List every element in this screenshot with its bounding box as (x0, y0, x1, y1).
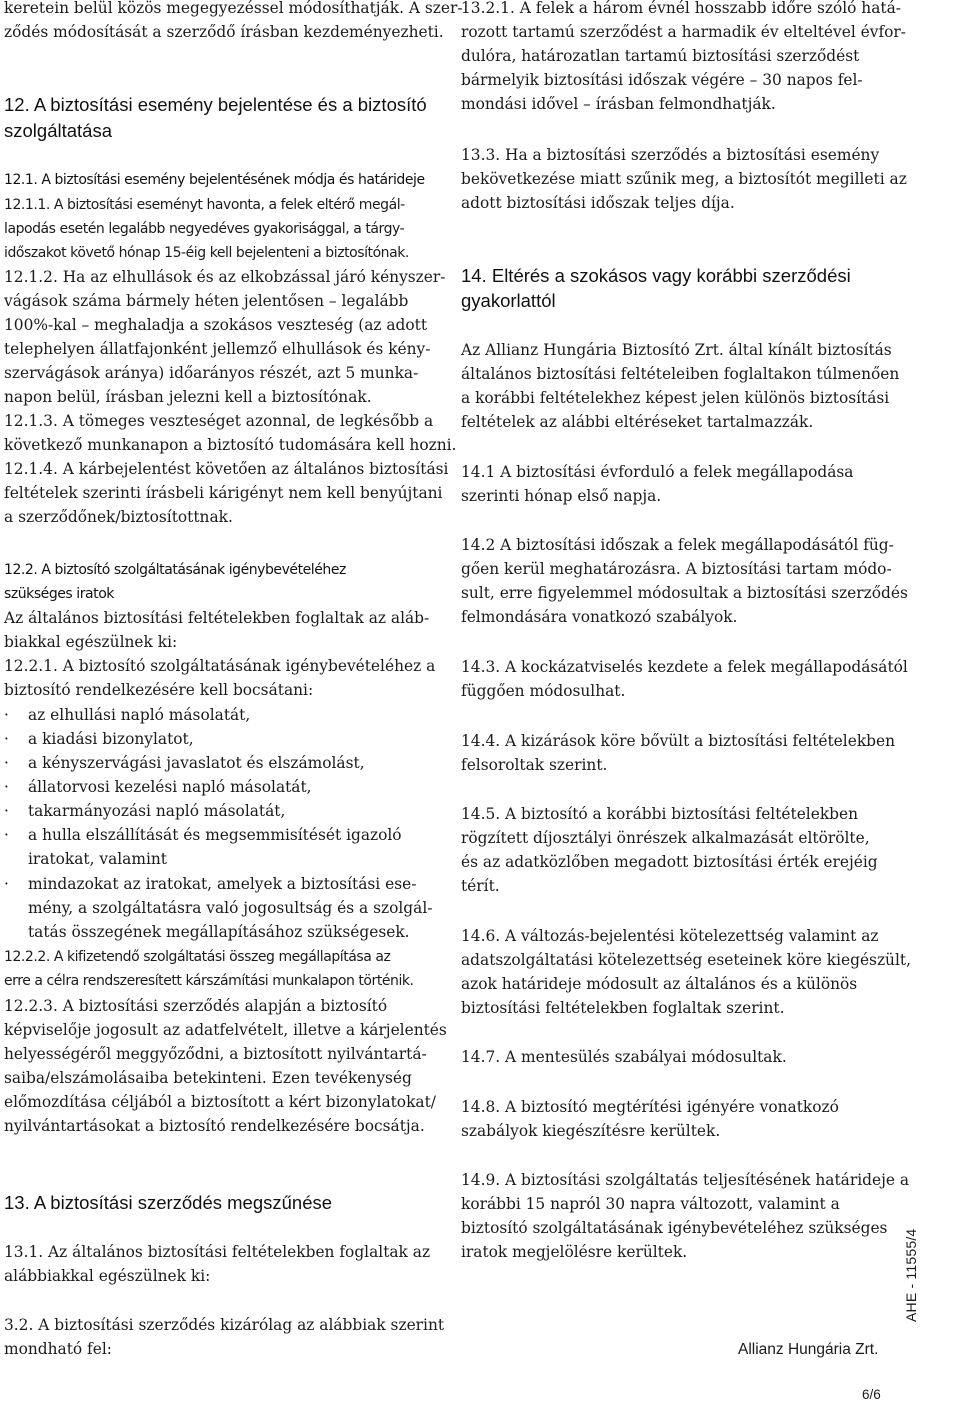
paragraph-line: és az adatközlőben megadott biztosítási érték erejéig (461, 853, 878, 871)
paragraph-line: Az Allianz Hungária Biztosító Zrt. által kínált biztosítás (461, 341, 892, 359)
paragraph-line: adott biztosítási időszak teljes díja. (461, 194, 735, 212)
paragraph-line: korábbi 15 napról 30 napra változott, valamint a (461, 1195, 840, 1213)
bullet-icon: · (4, 802, 9, 820)
paragraph-line: képviselője jogosult az adatfelvételt, illetve a kárjelentés (4, 1021, 447, 1039)
paragraph-line: a szerződőnek/biztosítottnak. (4, 508, 233, 526)
paragraph-line: nyilvántartásokat a biztosító rendelkezésére bocsátja. (4, 1117, 425, 1135)
company-signature: Allianz Hungária Zrt. (738, 1341, 879, 1358)
paragraph-line: biztosító szolgáltatásának igénybevételéhez szükséges (461, 1219, 888, 1237)
paragraph-line: 14.8. A biztosító megtérítési igényére vonatkozó (461, 1098, 839, 1116)
paragraph-line: saiba/elszámolásaiba betekinteni. Ezen tevékenység (4, 1069, 412, 1087)
section-12-title: 12. A biztosítási esemény bejelentése és a biztosító (4, 94, 427, 115)
paragraph-line: 12.1.3. A tömeges veszteséget azonnal, de legkésőbb a (4, 412, 434, 430)
paragraph-line: bekövetkezése miatt szűnik meg, a biztosítót megilleti az (461, 170, 907, 188)
paragraph-line: 100%-kal – meghaladja a szokásos veszteség (az adott (4, 316, 428, 334)
paragraph-line: 12.2.2. A kifizetendő szolgáltatási összeg megállapítása az (4, 949, 391, 965)
paragraph-line: szabályok kiegészítésre kerültek. (461, 1122, 721, 1140)
paragraph-line: bármelyik biztosítási időszak végére – 30 napos fel- (461, 71, 863, 89)
paragraph-line: erre a célra rendszeresített kárszámítási munkalapon történik. (4, 973, 414, 989)
paragraph-line: vágások száma bármely héten jelentősen – legalább (4, 292, 409, 310)
bullet-icon: · (4, 754, 9, 772)
section-12-2-title: szükséges iratok (4, 586, 114, 602)
paragraph-line: 14.1 A biztosítási évforduló a felek megállapodása (461, 463, 854, 481)
paragraph-line: Az általános biztosítási feltételekben foglaltak az aláb- (4, 609, 430, 627)
document-code: AHE - 11555/4 (903, 1228, 919, 1322)
paragraph-line: felsoroltak szerint. (461, 756, 608, 774)
paragraph-line: 12.1.2. Ha az elhullások és az elkobzással járó kényszer- (4, 268, 446, 286)
paragraph-line: lapodás esetén legalább negyedéves gyakorisággal, a tárgy- (4, 221, 405, 237)
paragraph-line: 14.4. A kizárások köre bővült a biztosítási feltételekben (461, 732, 896, 750)
paragraph-line: feltételek szerinti írásbeli kárigényt nem kell benyújtani (4, 484, 443, 502)
paragraph-line: rögzített díjosztályi önrészek alkalmazását eltörölte, (461, 829, 870, 847)
bullet-icon: · (4, 875, 9, 893)
paragraph-line: telephelyen állatfajonként jellemző elhullások és kény- (4, 340, 431, 358)
paragraph-line: 14.7. A mentesülés szabályai módosultak. (461, 1048, 787, 1066)
paragraph-line: sult, erre figyelemmel módosultak a biztosítási szerződés (461, 584, 908, 602)
bullet-icon: · (4, 706, 9, 724)
paragraph-line: időszakot követő hónap 15-éig kell bejelenteni a biztosítónak. (4, 245, 409, 261)
bullet-icon: · (4, 730, 9, 748)
paragraph-line: 14.5. A biztosító a korábbi biztosítási feltételekben (461, 805, 859, 823)
paragraph-line: 12.2.1. A biztosító szolgáltatásának igénybevételéhez a (4, 657, 436, 675)
paragraph-line: általános biztosítási feltételeiben foglaltakon túlmenően (461, 365, 900, 383)
paragraph-line: biztosítási feltételekben foglaltak szerint. (461, 999, 785, 1017)
bullet-icon: · (4, 778, 9, 796)
paragraph-line: függően módosulhat. (461, 682, 626, 700)
section-14-title: 14. Eltérés a szokásos vagy korábbi szerződési (461, 265, 851, 286)
paragraph-line: 13.1. Az általános biztosítási feltételekben foglaltak az (4, 1243, 431, 1261)
paragraph-line: mondható fel: (4, 1340, 112, 1358)
paragraph-line: 12.1.4. A kárbejelentést követően az általános biztosítási (4, 460, 449, 478)
bullet-icon: · (4, 826, 9, 844)
paragraph-line: biztosító rendelkezésére kell bocsátani: (4, 681, 314, 699)
paragraph-line: felmondására vonatkozó szabályok. (461, 608, 738, 626)
intro-line: ződés módosítását a szerződő írásban kezdeményezheti. (4, 23, 444, 41)
section-12-2-title: 12.2. A biztosító szolgáltatásának igénybevételéhez (4, 562, 346, 578)
paragraph-line: 14.3. A kockázatviselés kezdete a felek megállapodásától (461, 658, 908, 676)
paragraph-line: 12.1.1. A biztosítási eseményt havonta, a felek eltérő megál- (4, 197, 405, 213)
paragraph-line: szervágások aránya) időarányos részét, azt 5 munka- (4, 364, 419, 382)
paragraph-line: helyességéről meggyőződni, a biztosított nyilvántartá- (4, 1045, 427, 1063)
paragraph-line: 3.2. A biztosítási szerződés kizárólag az alábbiak szerint (4, 1316, 445, 1334)
paragraph-line: mondási idővel – írásban felmondhatják. (461, 95, 776, 113)
paragraph-line: 12.2.3. A biztosítási szerződés alapján a biztosító (4, 997, 388, 1015)
paragraph-line: biakkal egészülnek ki: (4, 633, 178, 651)
paragraph-line: alábbiakkal egészülnek ki: (4, 1267, 211, 1285)
page-number: 6/6 (862, 1387, 881, 1402)
paragraph-line: 13.3. Ha a biztosítási szerződés a biztosítási esemény (461, 146, 880, 164)
paragraph-line: iratok megjelölésre kerültek. (461, 1243, 688, 1261)
paragraph-line: 14.9. A biztosítási szolgáltatás teljesítésének határideje a (461, 1171, 910, 1189)
paragraph-line: következő munkanapon a biztosító tudomására kell hozni. (4, 436, 457, 454)
paragraph-line: rozott tartamú szerződést a harmadik év elteltével évfor- (461, 23, 906, 41)
paragraph-line: 14.6. A változás-bejelentési kötelezettség valamint az (461, 927, 879, 945)
paragraph-line: 13.2.1. A felek a három évnél hosszabb időre szóló hatá- (461, 0, 901, 17)
paragraph-line: adatszolgáltatási kötelezettség eseteinek köre kiegészült, (461, 951, 911, 969)
paragraph-line: dulóra, határozatlan tartamú biztosítási szerződést (461, 47, 860, 65)
paragraph-line: térít. (461, 877, 500, 895)
paragraph-line: előmozdítása céljából a biztosított a kért bizonylatokat/ (4, 1093, 436, 1111)
section-12-title: szolgáltatása (4, 120, 112, 141)
section-14-title: gyakorlattól (461, 290, 556, 311)
paragraph-line: a korábbi feltételekhez képest jelen különös biztosítási (461, 389, 890, 407)
intro-line: keretein belül közös megegyezéssel módosíthatják. A szer- (4, 0, 463, 17)
paragraph-line: 14.2 A biztosítási időszak a felek megállapodásától füg- (461, 536, 894, 554)
paragraph-line: szerinti hónap első napja. (461, 487, 662, 505)
paragraph-line: feltételek az alábbi eltéréseket tartalmazzák. (461, 413, 814, 431)
section-12-1-title: 12.1. A biztosítási esemény bejelentésének módja és határideje (4, 172, 425, 188)
paragraph-line: gően kerül meghatározásra. A biztosítási tartam módo- (461, 560, 892, 578)
paragraph-line: azok határideje módosult az általános és a különös (461, 975, 858, 993)
paragraph-line: napon belül, írásban jelezni kell a biztosítónak. (4, 388, 372, 406)
section-13-title: 13. A biztosítási szerződés megszűnése (4, 1192, 333, 1213)
